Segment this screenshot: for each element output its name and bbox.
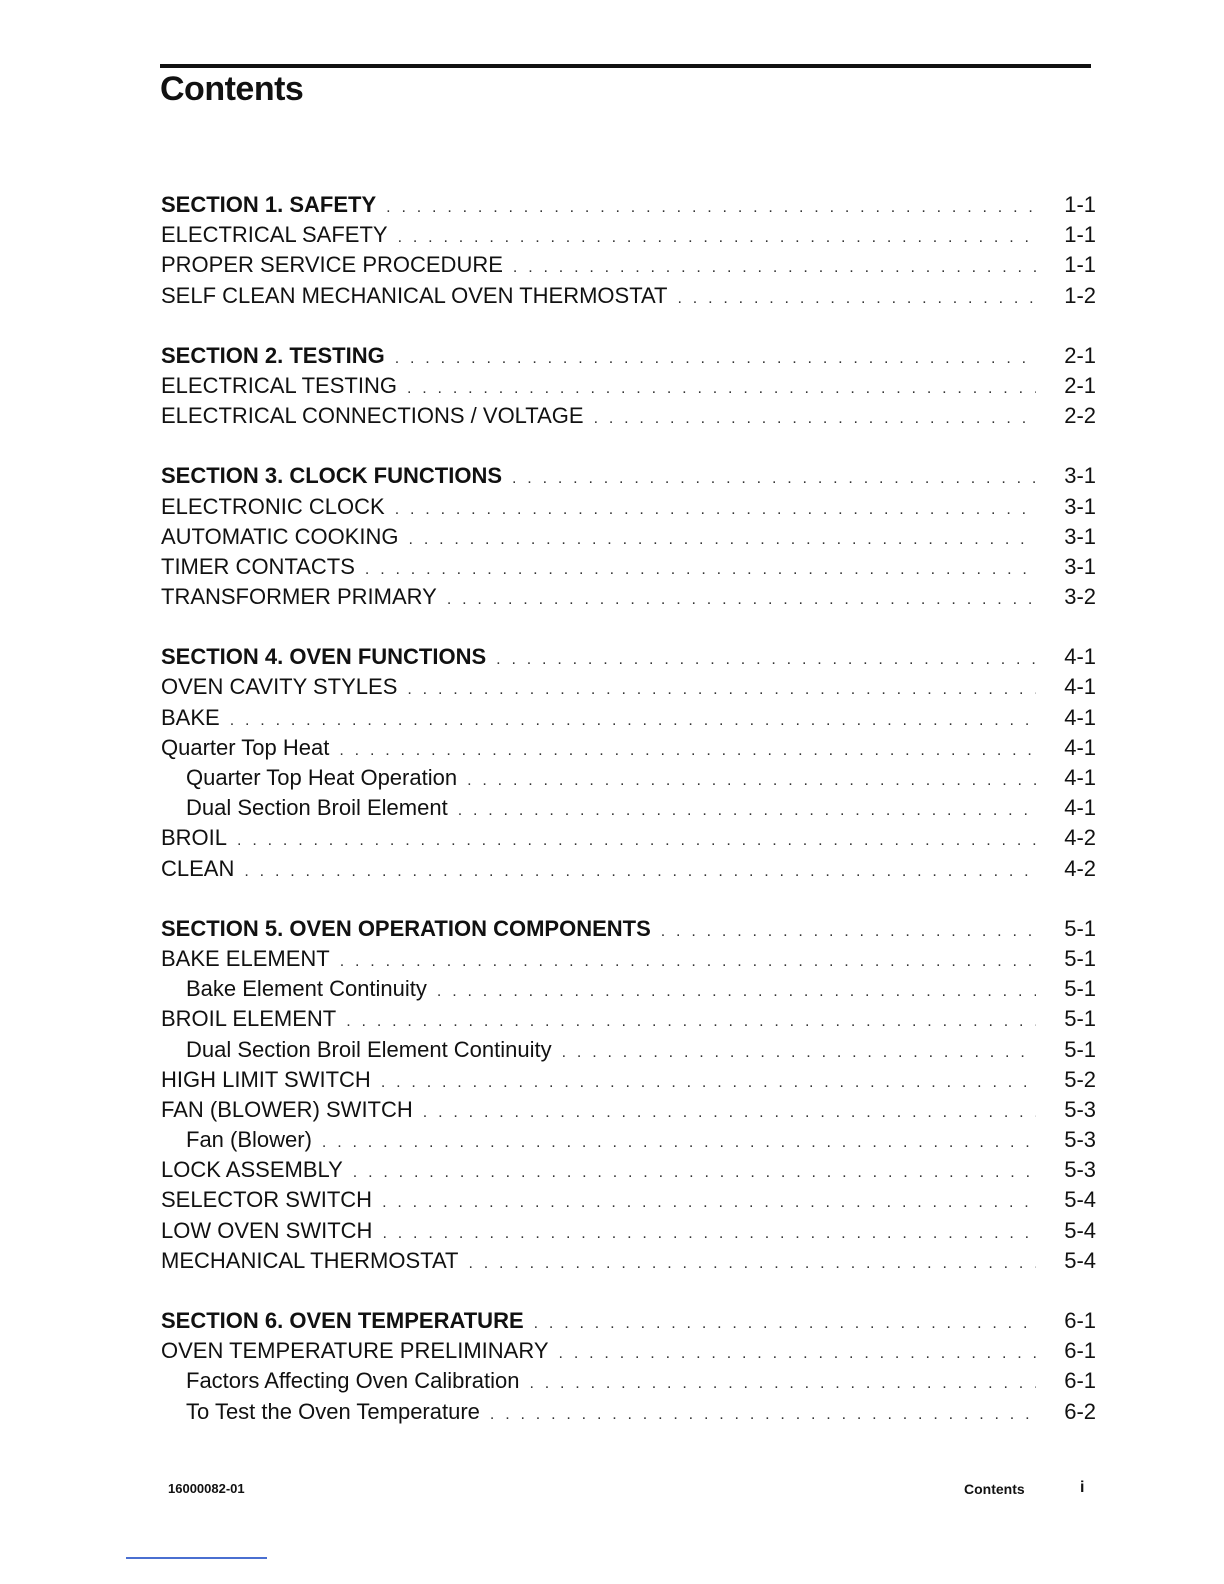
toc-entry-row	[161, 763, 1096, 793]
toc-page-number: 4-2	[1064, 825, 1096, 851]
toc-entry-label: OVEN TEMPERATURE PRELIMINARY	[161, 1338, 549, 1364]
toc-page-number: 5-4	[1064, 1217, 1096, 1243]
dot-leader	[594, 404, 1036, 434]
toc-entry-row	[161, 1095, 1096, 1125]
toc-entry-row	[161, 823, 1096, 853]
toc-page-number: 6-1	[1064, 1338, 1096, 1364]
dot-leader	[395, 495, 1036, 525]
dot-leader	[386, 193, 1036, 223]
toc-entry-row	[161, 1336, 1096, 1366]
toc-page-number: 3-1	[1064, 523, 1096, 549]
dot-leader	[562, 1038, 1036, 1068]
dot-leader	[409, 525, 1036, 555]
toc-page-number: 2-1	[1064, 342, 1096, 368]
toc-page-number: 5-1	[1064, 976, 1096, 1002]
toc-entry-label: SELF CLEAN MECHANICAL OVEN THERMOSTAT	[161, 282, 668, 308]
toc-page-number: 1-2	[1064, 282, 1096, 308]
toc-page-number: 5-3	[1064, 1096, 1096, 1122]
toc-page-number: 6-2	[1064, 1398, 1096, 1424]
toc-entry-label: TIMER CONTACTS	[161, 553, 355, 579]
toc-page-number: 3-1	[1064, 493, 1096, 519]
toc-entry-label: BROIL ELEMENT	[161, 1006, 337, 1032]
toc-entry-label: LOCK ASSEMBLY	[161, 1157, 343, 1183]
dot-leader	[244, 857, 1036, 887]
toc-entry-row	[161, 1246, 1096, 1276]
toc-entry-row	[161, 552, 1096, 582]
dot-leader	[529, 1369, 1036, 1399]
toc-section-row	[161, 341, 1096, 371]
toc-entry-row	[161, 733, 1096, 763]
toc-page-number: 4-1	[1064, 704, 1096, 730]
toc-entry-row	[161, 1004, 1096, 1034]
toc-entry-row	[161, 1125, 1096, 1155]
table-of-contents	[161, 190, 1096, 1427]
toc-entry-row	[161, 250, 1096, 280]
dot-leader	[423, 1098, 1036, 1128]
page-title: Contents	[160, 70, 304, 108]
dot-leader	[365, 555, 1036, 585]
toc-entry-row	[161, 401, 1096, 431]
toc-page-number: 6-1	[1064, 1368, 1096, 1394]
toc-page-number: 5-3	[1064, 1157, 1096, 1183]
toc-page-number: 5-4	[1064, 1247, 1096, 1273]
toc-entry-label: BAKE ELEMENT	[161, 945, 330, 971]
dot-leader	[339, 736, 1036, 766]
toc-entry-row	[161, 703, 1096, 733]
toc-entry-row	[161, 1216, 1096, 1246]
toc-page-number: 3-2	[1064, 584, 1096, 610]
toc-entry-row	[161, 1397, 1096, 1427]
toc-page-number: 4-1	[1064, 674, 1096, 700]
toc-entry-label: ELECTRONIC CLOCK	[161, 493, 385, 519]
toc-entry-row	[161, 1155, 1096, 1185]
dot-leader	[395, 344, 1036, 374]
toc-entry-label: TRANSFORMER PRIMARY	[161, 584, 437, 610]
footer-section-name: Contents	[964, 1481, 1025, 1497]
dot-leader	[353, 1158, 1036, 1188]
toc-page-number: 5-4	[1064, 1187, 1096, 1213]
dot-leader	[230, 706, 1036, 736]
toc-entry-label: CLEAN	[161, 855, 235, 881]
toc-entry-label: SELECTOR SWITCH	[161, 1187, 373, 1213]
dot-leader	[407, 374, 1036, 404]
bottom-link-underline	[126, 1557, 267, 1559]
dot-leader	[381, 1068, 1036, 1098]
dot-leader	[490, 1400, 1036, 1430]
dot-leader	[559, 1339, 1036, 1369]
toc-entry-label: Dual Section Broil Element Continuity	[186, 1036, 552, 1062]
toc-page-number: 4-1	[1064, 734, 1096, 760]
toc-entry-label: SECTION 2. TESTING	[161, 342, 385, 368]
dot-leader	[447, 585, 1036, 615]
toc-entry-label: ELECTRICAL SAFETY	[161, 222, 388, 248]
toc-section-row	[161, 190, 1096, 220]
dot-leader	[340, 947, 1036, 977]
dot-leader	[678, 284, 1037, 314]
toc-page-number: 4-1	[1064, 644, 1096, 670]
toc-page-number: 5-1	[1064, 945, 1096, 971]
toc-entry-label: BAKE	[161, 704, 220, 730]
toc-entry-row	[161, 281, 1096, 311]
dot-leader	[322, 1128, 1036, 1158]
top-rule	[160, 64, 1091, 68]
dot-leader	[437, 977, 1036, 1007]
toc-entry-label: LOW OVEN SWITCH	[161, 1217, 373, 1243]
dot-leader	[534, 1309, 1036, 1339]
toc-entry-label: BROIL	[161, 825, 228, 851]
toc-entry-row	[161, 582, 1096, 612]
toc-page-number: 4-1	[1064, 795, 1096, 821]
toc-entry-row	[161, 793, 1096, 823]
dot-leader	[661, 917, 1036, 947]
toc-page-number: 5-2	[1064, 1066, 1096, 1092]
toc-entry-label: FAN (BLOWER) SWITCH	[161, 1096, 413, 1122]
toc-page-number: 5-1	[1064, 1006, 1096, 1032]
toc-entry-label: SECTION 4. OVEN FUNCTIONS	[161, 644, 487, 670]
dot-leader	[382, 1188, 1036, 1218]
dot-leader	[237, 826, 1036, 856]
dot-leader	[496, 645, 1036, 675]
toc-page-number: 3-1	[1064, 553, 1096, 579]
toc-entry-row	[161, 1366, 1096, 1396]
dot-leader	[382, 1219, 1036, 1249]
toc-page-number: 3-1	[1064, 463, 1096, 489]
toc-entry-row	[161, 220, 1096, 250]
toc-entry-label: Quarter Top Heat Operation	[186, 765, 458, 790]
toc-entry-row	[161, 522, 1096, 552]
footer-doc-number: 16000082-01	[168, 1481, 245, 1496]
toc-page-number: 1-1	[1064, 192, 1096, 217]
toc-page-number: 1-1	[1064, 252, 1096, 278]
dot-leader	[398, 223, 1036, 253]
toc-entry-row	[161, 672, 1096, 702]
toc-entry-label: Fan (Blower)	[186, 1127, 312, 1153]
toc-entry-row	[161, 492, 1096, 522]
footer-page-number: i	[1080, 1479, 1085, 1496]
dot-leader	[346, 1007, 1036, 1037]
toc-entry-label: SECTION 5. OVEN OPERATION COMPONENTS	[161, 915, 651, 941]
toc-page-number: 5-1	[1064, 915, 1096, 941]
dot-leader	[467, 766, 1036, 796]
toc-entry-label: Quarter Top Heat	[161, 734, 330, 760]
dot-leader	[512, 464, 1036, 494]
toc-section-row	[161, 1306, 1096, 1336]
toc-entry-label: Factors Affecting Oven Calibration	[186, 1368, 520, 1394]
toc-section-row	[161, 642, 1096, 672]
toc-page-number: 5-3	[1064, 1127, 1096, 1153]
dot-leader	[468, 1249, 1036, 1279]
toc-entry-label: ELECTRICAL CONNECTIONS / VOLTAGE	[161, 403, 584, 429]
toc-page-number: 5-1	[1064, 1036, 1096, 1062]
toc-page-number: 2-1	[1064, 372, 1096, 398]
toc-page-number: 1-1	[1064, 222, 1096, 248]
toc-entry-label: To Test the Oven Temperature	[186, 1398, 480, 1424]
toc-entry-row	[161, 1185, 1096, 1215]
toc-entry-row	[161, 944, 1096, 974]
toc-entry-label: SECTION 3. CLOCK FUNCTIONS	[161, 463, 503, 489]
toc-entry-row	[161, 371, 1096, 401]
dot-leader	[513, 253, 1036, 283]
toc-entry-label: MECHANICAL THERMOSTAT	[161, 1247, 459, 1273]
toc-entry-label: AUTOMATIC COOKING	[161, 523, 399, 549]
toc-page-number: 4-1	[1064, 765, 1096, 790]
toc-entry-label: SECTION 1. SAFETY	[161, 192, 377, 217]
toc-entry-label: SECTION 6. OVEN TEMPERATURE	[161, 1308, 524, 1333]
toc-entry-label: OVEN CAVITY STYLES	[161, 674, 398, 700]
toc-entry-row	[161, 854, 1096, 884]
toc-entry-label: PROPER SERVICE PROCEDURE	[161, 252, 503, 278]
toc-entry-label: ELECTRICAL TESTING	[161, 372, 397, 398]
dot-leader	[407, 675, 1036, 705]
dot-leader	[458, 796, 1036, 826]
toc-entry-row	[161, 1035, 1096, 1065]
toc-entry-label: HIGH LIMIT SWITCH	[161, 1066, 371, 1092]
toc-page-number: 2-2	[1064, 403, 1096, 429]
toc-page-number: 4-2	[1064, 855, 1096, 881]
toc-section-row	[161, 914, 1096, 944]
toc-entry-row	[161, 1065, 1096, 1095]
toc-entry-label: Bake Element Continuity	[186, 976, 427, 1002]
toc-entry-label: Dual Section Broil Element	[186, 795, 448, 821]
toc-page-number: 6-1	[1064, 1308, 1096, 1333]
toc-entry-row	[161, 974, 1096, 1004]
toc-section-row	[161, 461, 1096, 491]
